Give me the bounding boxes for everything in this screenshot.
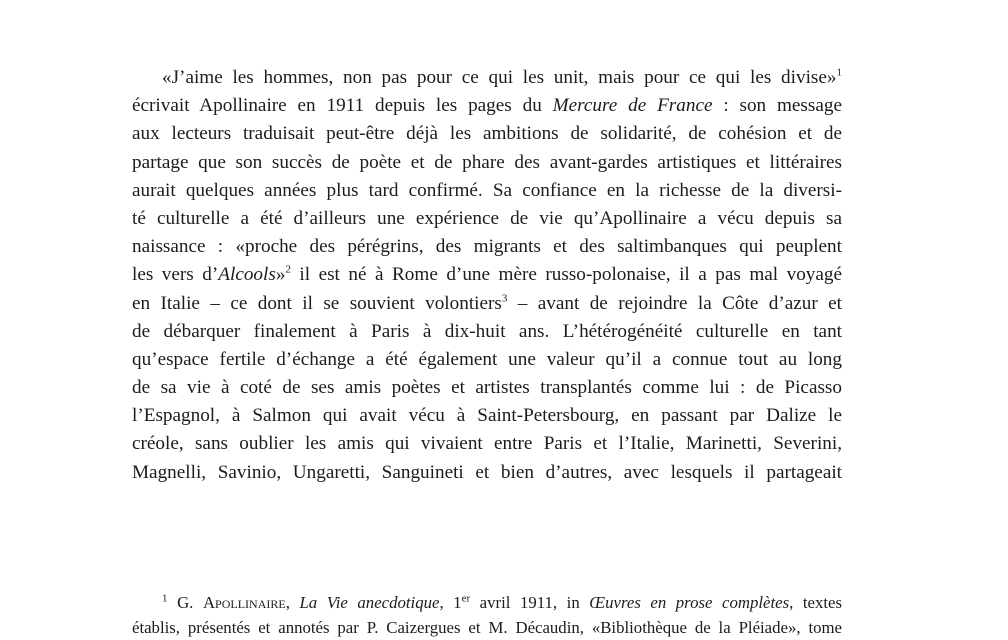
footnote-1 bbox=[132, 591, 842, 616]
footnote-ref-1[interactable]: 1 bbox=[836, 66, 842, 79]
footnotes bbox=[132, 591, 842, 640]
text-span: – avant de rejoindre la Côte d’azur et bbox=[507, 292, 842, 314]
footnote-work-title: Œuvres en prose complètes bbox=[589, 593, 790, 612]
text-span: «J’aime les hommes, non pas pour ce qui les unit, mais pour ce qui les divise» bbox=[162, 67, 837, 88]
text-line bbox=[132, 64, 842, 92]
author-name: Apollinaire bbox=[202, 593, 286, 612]
text-span: il est né à Rome d’une mère russo-polonaise, il a pas mal voyagé bbox=[290, 264, 843, 286]
footnote-line: établis, présentés et annotés par P. Caizergues et M. Décaudin, «Bibliothèque de la Pléiade», tome bbox=[132, 617, 842, 637]
text-line: té culturelle a été d’ailleurs une expérience de vie qu’Apollinaire a vécu depuis sa bbox=[132, 207, 842, 229]
text-span: en Italie – ce dont il se souvient volontiers bbox=[132, 292, 502, 314]
text-line bbox=[132, 290, 842, 318]
text-line: de débarquer finalement à Paris à dix-huit ans. L’hétérogénéité culturelle en tant bbox=[132, 320, 842, 342]
text-span: : son message bbox=[712, 95, 842, 117]
text-span: les vers d’ bbox=[132, 264, 219, 286]
text-line bbox=[132, 92, 842, 120]
text-line: qu’espace fertile d’échange a été également une valeur qu’il a connue tout au long bbox=[132, 348, 842, 370]
text-span: avril 1911, in bbox=[470, 593, 590, 612]
footnote-ref-3[interactable]: 3 bbox=[501, 292, 508, 305]
text-line: l’Espagnol, à Salmon qui avait vécu à Saint-Petersbourg, en passant par Dalize le bbox=[132, 405, 842, 427]
text-line: aux lecteurs traduisait peut-être déjà les ambitions de solidarité, de cohésion et de bbox=[132, 123, 842, 145]
footnote-title: La Vie anecdotique bbox=[299, 593, 440, 612]
text-line: partage que son succès de poète et de phare des avant-gardes artistiques et littéraires bbox=[132, 151, 842, 173]
italic-title-alcools: Alcools bbox=[218, 264, 276, 286]
italic-title-mercure: Mercure de France bbox=[552, 95, 713, 117]
ordinal-sup: er bbox=[461, 592, 471, 605]
text-line: aurait quelques années plus tard confirmé. Sa confiance en la richesse de la diversi- bbox=[132, 179, 842, 201]
text-line bbox=[132, 261, 842, 289]
footnote-ref-2[interactable]: 2 bbox=[285, 263, 291, 276]
text-line: de sa vie à coté de ses amis poètes et artistes transplantés comme lui : de Picasso bbox=[132, 377, 842, 399]
text-span: , bbox=[285, 593, 300, 612]
author-initial: G. bbox=[177, 593, 203, 612]
text-span: écrivait Apollinaire en 1911 depuis les pages du bbox=[132, 95, 553, 117]
text-span: » bbox=[275, 264, 286, 286]
text-line: Magnelli, Savinio, Ungaretti, Sanguineti et bien d’autres, avec lesquels il partageait bbox=[132, 461, 842, 483]
text-span: , textes bbox=[789, 593, 842, 612]
text-line: créole, sans oublier les amis qui vivaient entre Paris et l’Italie, Marinetti, Severini, bbox=[132, 433, 842, 455]
footnote-number: 1 bbox=[162, 592, 168, 605]
body-text bbox=[132, 64, 842, 487]
text-span: , 1 bbox=[439, 593, 462, 612]
text-line: naissance : «proche des pérégrins, des migrants et des saltimbanques qui peuplent bbox=[132, 236, 842, 258]
